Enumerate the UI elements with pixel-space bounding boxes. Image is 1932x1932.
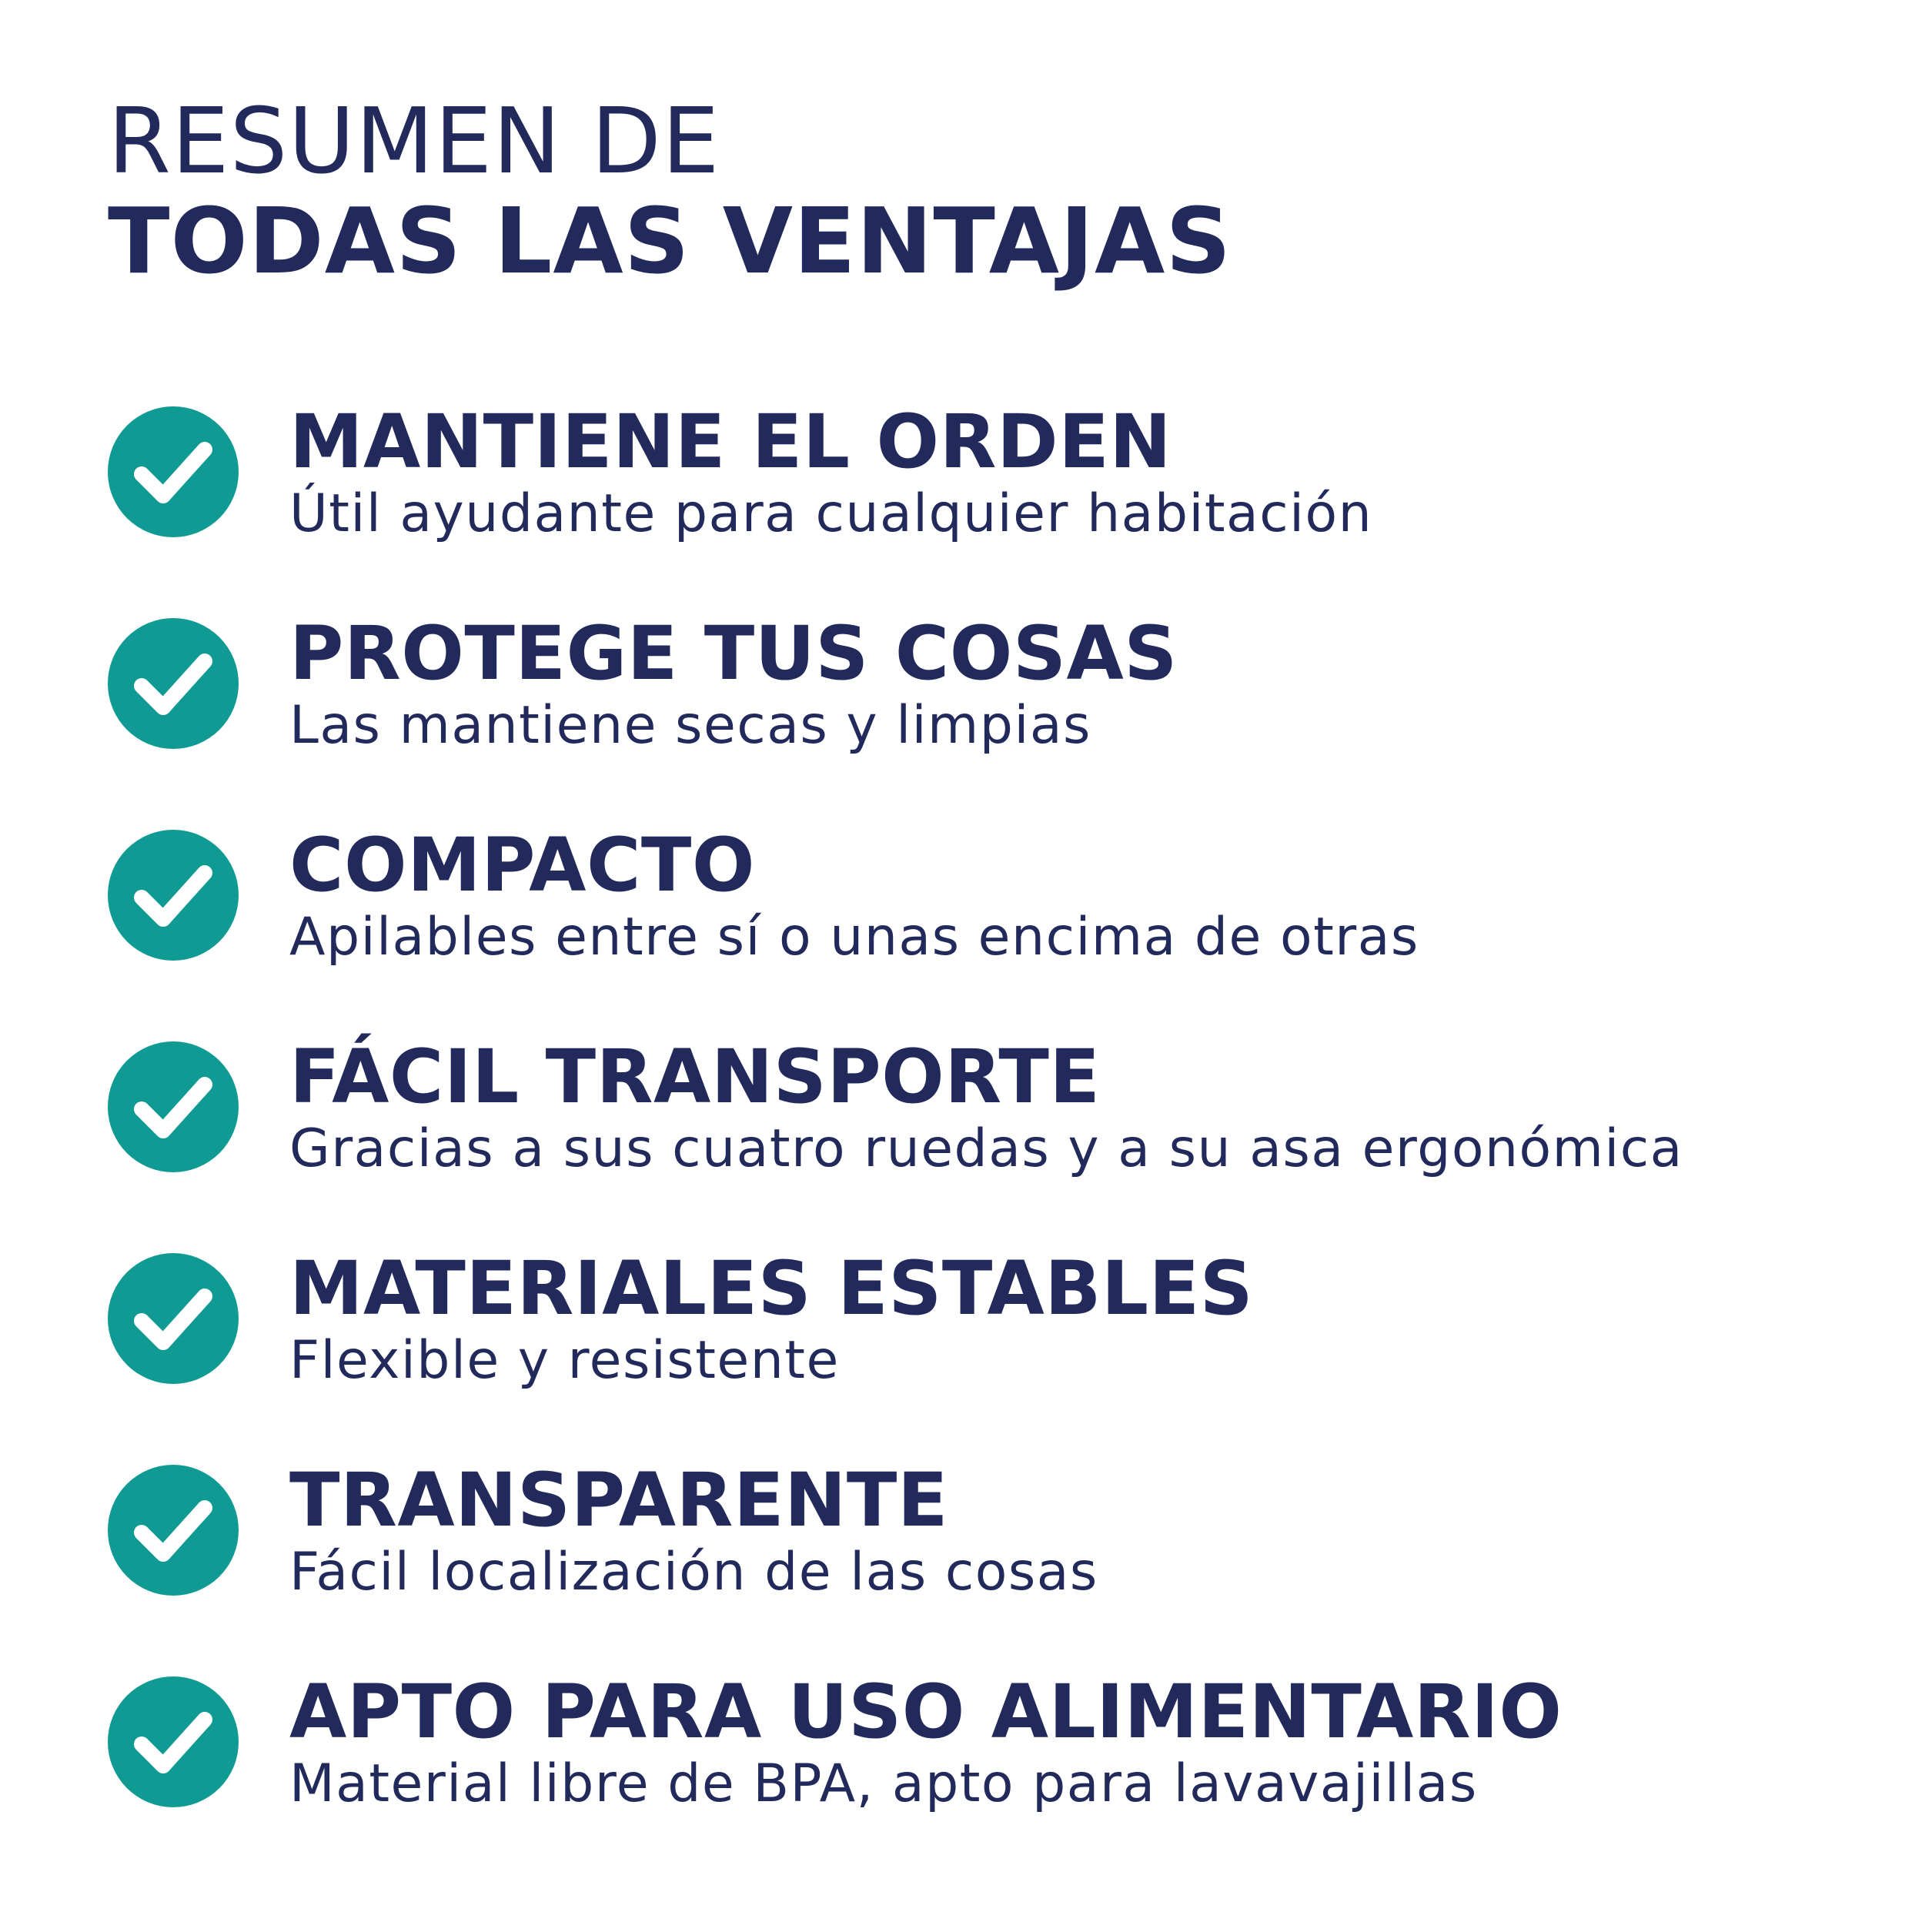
list-item-title: MANTIENE EL ORDEN <box>289 399 1172 485</box>
page-title-line2: TODAS LAS VENTAJAS <box>108 188 1232 294</box>
list-item-description: Fácil localización de las cosas <box>289 1542 1098 1603</box>
list-item-description: Material libre de BPA, apto para lavavajillas <box>289 1753 1478 1814</box>
list-item-title: PROTEGE TUS COSAS <box>289 610 1178 697</box>
list-item-text <box>289 1247 1253 1392</box>
list-item-text <box>289 612 1178 757</box>
list-item <box>108 1035 1878 1247</box>
list-item-title: MATERIALES ESTABLES <box>289 1245 1254 1332</box>
check-circle-icon <box>108 1041 239 1172</box>
page-header <box>108 88 1232 294</box>
list-item-text <box>289 1035 1683 1180</box>
list-item-title: COMPACTO <box>289 822 755 908</box>
list-item <box>108 400 1878 612</box>
list-item-title: APTO PARA USO ALIMENTARIO <box>289 1669 1563 1755</box>
list-item-text <box>289 1459 1098 1603</box>
list-item <box>108 1459 1878 1670</box>
check-circle-icon <box>108 830 239 961</box>
list-item <box>108 612 1878 824</box>
check-circle-icon <box>108 1676 239 1807</box>
list-item <box>108 824 1878 1035</box>
list-item <box>108 1670 1878 1882</box>
list-item-description: Las mantiene secas y limpias <box>289 695 1091 756</box>
list-item-title: FÁCIL TRANSPORTE <box>289 1034 1101 1120</box>
page-title-line1: RESUMEN DE <box>108 88 720 194</box>
list-item-description: Útil ayudante para cualquier habitación <box>289 483 1373 544</box>
list-item-text <box>289 824 1419 968</box>
list-item-title: TRANSPARENTE <box>289 1457 948 1543</box>
check-circle-icon <box>108 618 239 749</box>
list-item <box>108 1247 1878 1459</box>
check-circle-icon <box>108 1465 239 1596</box>
list-item-description: Apilables entre sí o unas encima de otras <box>289 907 1419 968</box>
check-circle-icon <box>108 1253 239 1384</box>
list-item-text <box>289 400 1372 545</box>
list-item-description: Gracias a sus cuatro ruedas y a su asa ergonómica <box>289 1118 1683 1179</box>
advantages-list <box>108 400 1878 1882</box>
list-item-description: Flexible y resistente <box>289 1330 840 1391</box>
check-circle-icon <box>108 406 239 537</box>
list-item-text <box>289 1670 1563 1815</box>
